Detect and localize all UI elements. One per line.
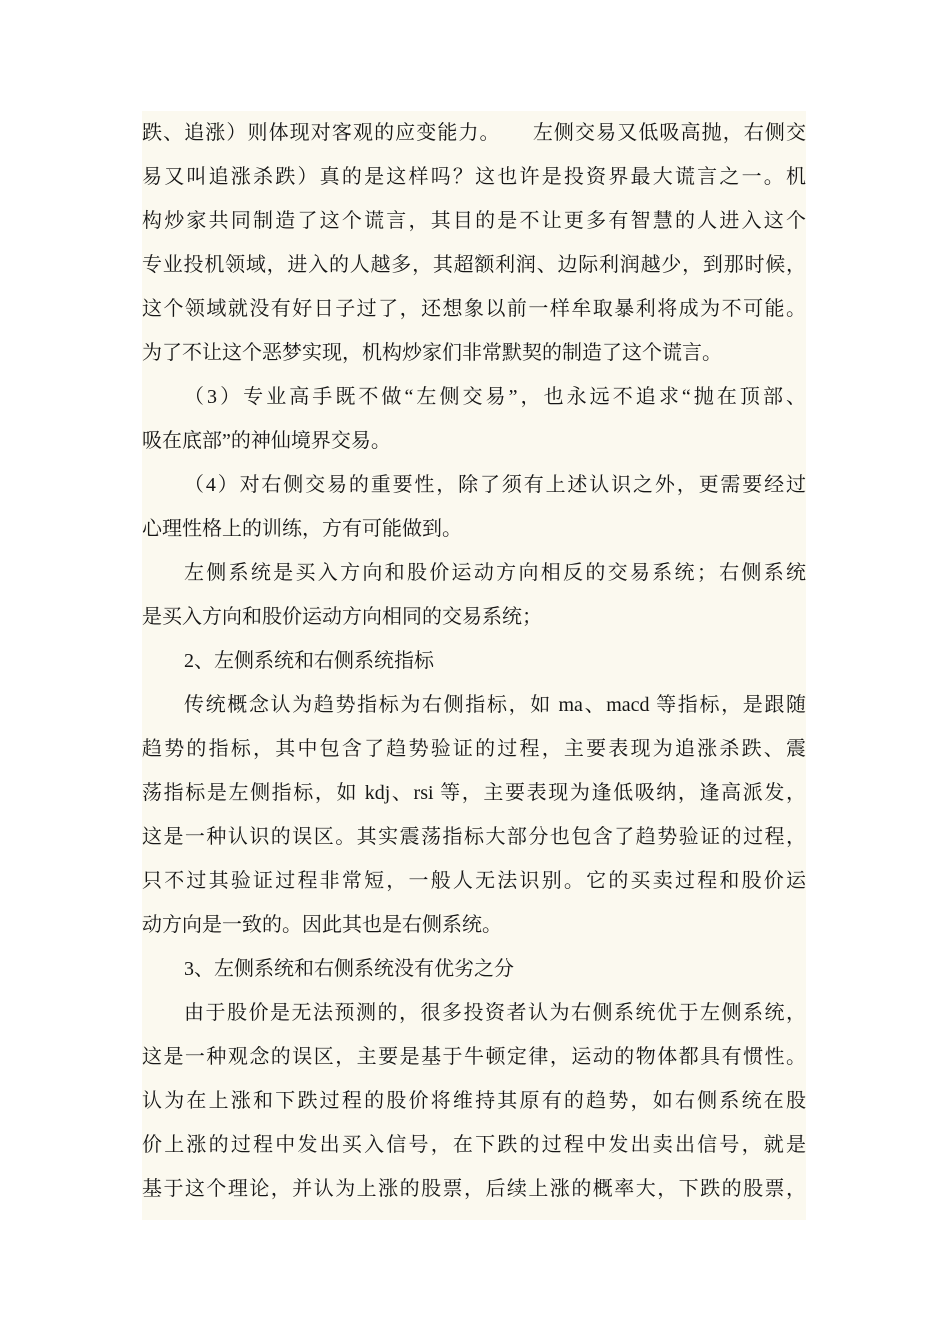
text-line: 3、左侧系统和右侧系统没有优劣之分 — [184, 958, 514, 980]
text-line: 这是一种认识的误区。其实震荡指标大部分也包含了趋势验证的过程， — [142, 826, 806, 848]
text-line: 心理性格上的训练，方有可能做到。 — [142, 518, 462, 540]
text-line: 传统概念认为趋势指标为右侧指标，如 ma、macd 等指标，是跟随 — [184, 694, 806, 716]
text-line: 为了不让这个恶梦实现，机构炒家们非常默契的制造了这个谎言。 — [142, 342, 722, 364]
text-line: 左侧系统是买入方向和股价运动方向相反的交易系统；右侧系统 — [184, 562, 806, 584]
text-line: 认为在上涨和下跌过程的股价将维持其原有的趋势，如右侧系统在股 — [142, 1090, 806, 1112]
text-line: 专业投机领域，进入的人越多，其超额利润、边际利润越少，到那时候， — [142, 254, 806, 276]
text-line: 价上涨的过程中发出买入信号，在下跌的过程中发出卖出信号，就是 — [142, 1134, 806, 1156]
text-line: 是买入方向和股价运动方向相同的交易系统； — [142, 606, 542, 628]
text-line: 跌、追涨）则体现对客观的应变能力。 左侧交易又低吸高抛，右侧交 — [142, 122, 806, 144]
text-line: 趋势的指标，其中包含了趋势验证的过程，主要表现为追涨杀跌、震 — [142, 738, 806, 760]
text-line: 这是一种观念的误区，主要是基于牛顿定律，运动的物体都具有惯性。 — [142, 1046, 806, 1068]
text-line: 只不过其验证过程非常短，一般人无法识别。它的买卖过程和股价运 — [142, 870, 806, 892]
text-line: （3）专业高手既不做“左侧交易”，也永远不追求“抛在顶部、 — [184, 386, 806, 408]
document-text-block — [142, 111, 806, 1220]
text-line: 吸在底部”的神仙境界交易。 — [142, 430, 391, 452]
text-line: 易又叫追涨杀跌）真的是这样吗？这也许是投资界最大谎言之一。机 — [142, 166, 806, 188]
text-line: 2、左侧系统和右侧系统指标 — [184, 650, 434, 672]
text-line: （4）对右侧交易的重要性，除了须有上述认识之外，更需要经过 — [184, 474, 806, 496]
text-line: 构炒家共同制造了这个谎言，其目的是不让更多有智慧的人进入这个 — [142, 210, 806, 232]
text-line: 由于股价是无法预测的，很多投资者认为右侧系统优于左侧系统， — [184, 1002, 806, 1024]
text-line: 这个领域就没有好日子过了，还想象以前一样牟取暴利将成为不可能。 — [142, 298, 806, 320]
text-line: 荡指标是左侧指标，如 kdj、rsi 等，主要表现为逢低吸纳，逢高派发， — [142, 782, 806, 804]
text-line: 动方向是一致的。因此其也是右侧系统。 — [142, 914, 502, 936]
text-line: 基于这个理论，并认为上涨的股票，后续上涨的概率大，下跌的股票， — [142, 1178, 806, 1200]
